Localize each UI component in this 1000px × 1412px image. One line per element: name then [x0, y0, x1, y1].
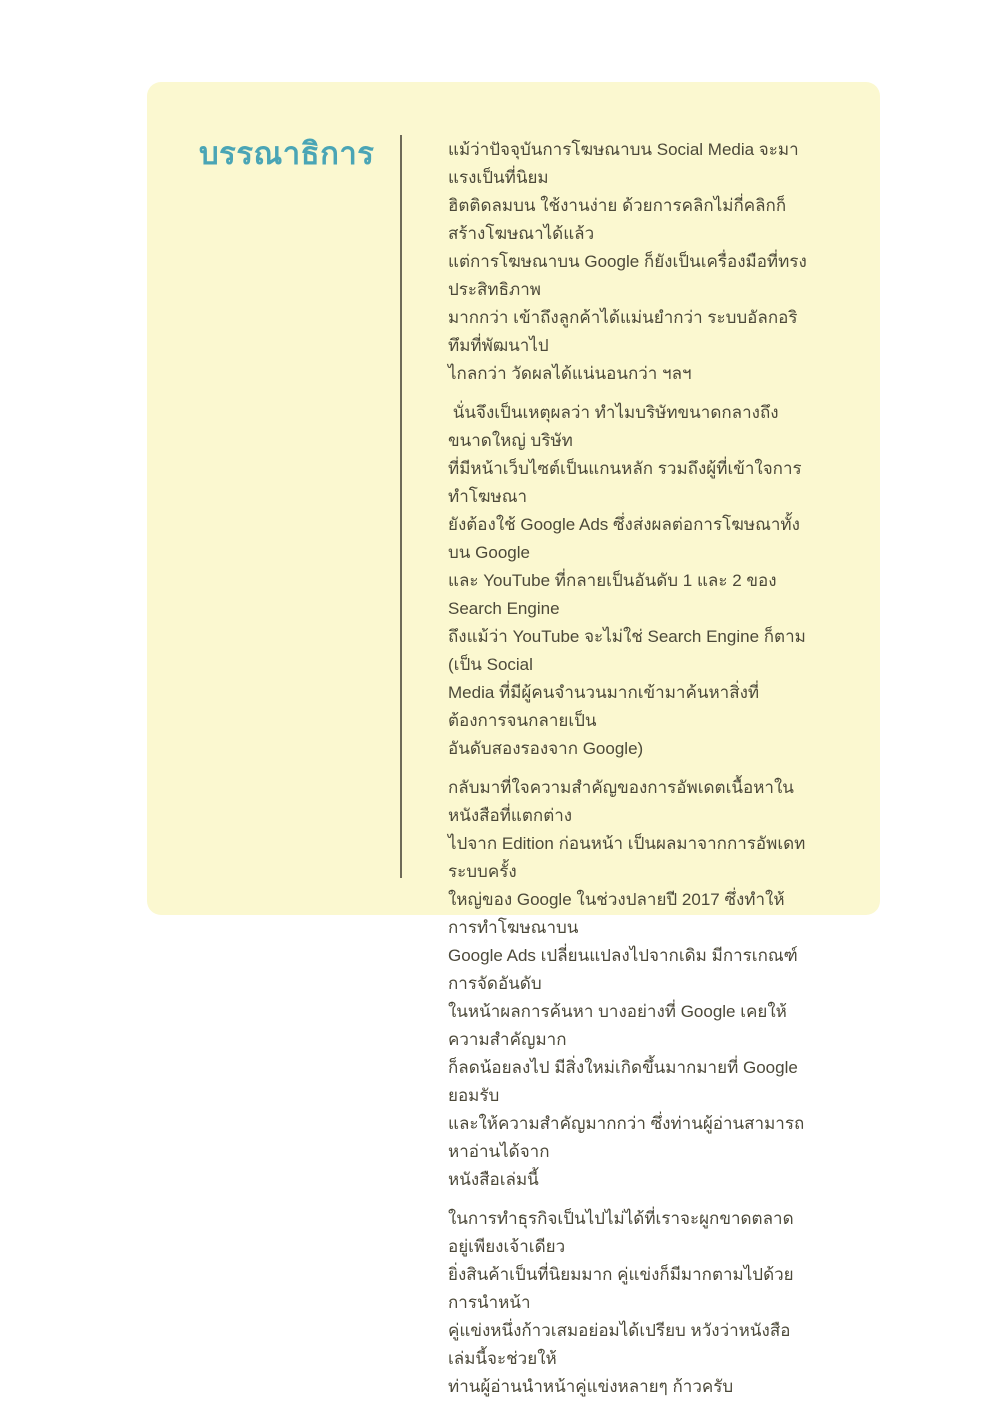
text-line: ฮิตติดลมบน ใช้งานง่าย ด้วยการคลิกไม่กี่คลิกก็สร้างโฆษณาได้แล้ว: [448, 196, 787, 243]
paragraph: [448, 1205, 812, 1401]
text-line: นั่นจึงเป็นเหตุผลว่า ทำไมบริษัทขนาดกลางถึงขนาดใหญ่ บริษัท: [448, 403, 779, 450]
paragraph: [448, 774, 812, 1194]
text-line: แต่การโฆษณาบน Google ก็ยังเป็นเครื่องมือที่ทรงประสิทธิภาพ: [448, 252, 807, 299]
text-line: ใหญ่ของ Google ในช่วงปลายปี 2017 ซึ่งทำให้การทำโฆษณาบน: [448, 890, 785, 937]
text-line: ไปจาก Edition ก่อนหน้า เป็นผลมาจากการอัพเดทระบบครั้ง: [448, 834, 806, 881]
book-page: [147, 82, 880, 1396]
text-line: Google Ads เปลี่ยนแปลงไปจากเดิม มีการเกณฑ์การจัดอันดับ: [448, 946, 798, 993]
text-line: มากกว่า เข้าถึงลูกค้าได้แม่นยำกว่า ระบบอัลกอริทึมที่พัฒนาไป: [448, 308, 798, 355]
text-line: ยังต้องใช้ Google Ads ซึ่งส่งผลต่อการโฆษณาทั้งบน Google: [448, 515, 800, 562]
text-line: แม้ว่าปัจจุบันการโฆษณาบน Social Media จะมาแรงเป็นที่นิยม: [448, 140, 799, 187]
text-line: และ YouTube ที่กลายเป็นอันดับ 1 และ 2 ของ Search Engine: [448, 571, 782, 618]
text-line: ไกลกว่า วัดผลได้แน่นอนกว่า ฯลฯ: [448, 364, 692, 383]
text-line: คู่แข่งหนึ่งก้าวเสมอย่อมได้เปรียบ หวังว่าหนังสือเล่มนี้จะช่วยให้: [448, 1321, 791, 1368]
text-line: Media ที่มีผู้คนจำนวนมากเข้ามาค้นหาสิ่งที่ต้องการจนกลายเป็น: [448, 683, 760, 730]
text-line: ยิ่งสินค้าเป็นที่นิยมมาก คู่แข่งก็มีมากตามไปด้วย การนำหน้า: [448, 1265, 799, 1312]
text-line: หนังสือเล่มนี้: [448, 1170, 539, 1189]
text-line: ก็ลดน้อยลงไป มีสิ่งใหม่เกิดขึ้นมากมายที่ Google ยอมรับ: [448, 1058, 803, 1105]
text-line: ท่านผู้อ่านนำหน้าคู่แข่งหลายๆ ก้าวครับ: [448, 1377, 734, 1396]
editor-note-content: [448, 136, 812, 1412]
paragraph: [448, 399, 812, 763]
paragraph: [448, 136, 812, 388]
text-line: ถึงแม้ว่า YouTube จะไม่ใช่ Search Engine ก็ตาม (เป็น Social: [448, 627, 811, 674]
text-line: อันดับสองรองจาก Google): [448, 739, 644, 758]
divider-line: [400, 135, 402, 878]
text-line: ในหน้าผลการค้นหา บางอย่างที่ Google เคยให้ความสำคัญมาก: [448, 1002, 787, 1049]
text-line: และให้ความสำคัญมากกว่า ซึ่งท่านผู้อ่านสามารถหาอ่านได้จาก: [448, 1114, 805, 1161]
text-line: ในการทำธุรกิจเป็นไปไม่ได้ที่เราจะผูกขาดตลาดอยู่เพียงเจ้าเดียว: [448, 1209, 794, 1256]
text-line: ที่มีหน้าเว็บไซต์เป็นแกนหลัก รวมถึงผู้ที่เข้าใจการทำโฆษณา: [448, 459, 802, 506]
text-line: กลับมาที่ใจความสำคัญของการอัพเดตเนื้อหาในหนังสือที่แตกต่าง: [448, 778, 794, 825]
page-title: บรรณาธิการ: [199, 136, 375, 171]
